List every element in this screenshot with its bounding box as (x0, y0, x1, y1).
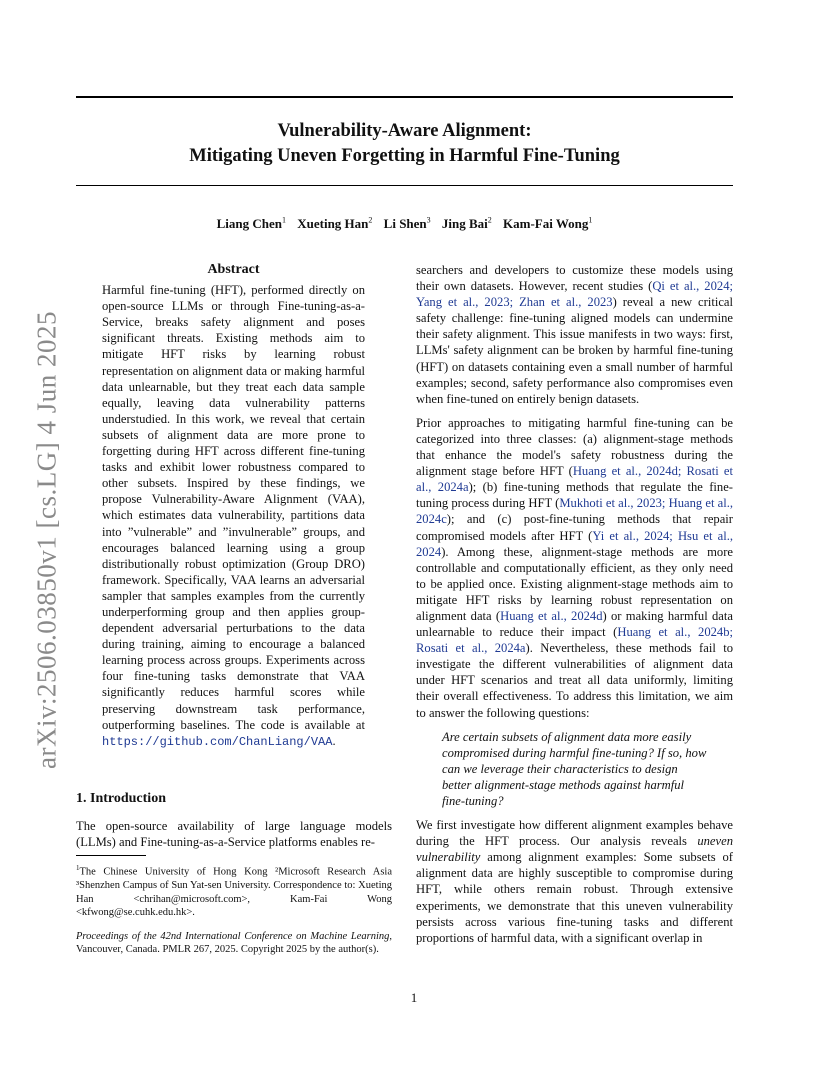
citation-link[interactable]: Huang et al., 2024d (500, 608, 603, 623)
footnote-proceedings: Proceedings of the 42nd International Conference on Machine Learning, Vancouver, Canada. PMLR 267, 2025. Copyright 2025 by the author(s). (76, 930, 392, 955)
author: Xueting Han$^2$ (297, 216, 373, 232)
title-line-1: Vulnerability-Aware Alignment: (277, 121, 532, 141)
introduction-section (76, 791, 392, 850)
footnote (76, 862, 392, 967)
introduction-body: The open-source availability of large language models (LLMs) and Fine-tuning-as-a-Service platforms enables re- (76, 819, 392, 850)
paragraph: We first investigate how different alignment examples behave during the HFT process. Our analysis reveals uneven vulnerability among alignment examples: Some subsets of alignment data are highly susceptible to compromise during HFT, while others remain robust. Through extensive experiments, we demonstrate that this uneven vulnerability persists across various fine-tuning tasks and different proportions of harmful data, with a significant overlap in (416, 818, 733, 945)
introduction-heading: 1. Introduction (76, 791, 166, 806)
paragraph: Prior approaches to mitigating harmful fine-tuning can be categorized into three classes: (a) alignment-stage methods that enhance the model's safety robustness during the alignment stage before HFT (Huang et al., 2024d; Rosati et al., 2024a); (b) fine-tuning methods that regulate the fine-tuning process during HFT (Mukhoti et al., 2023; Huang et al., 2024c); and (c) post-fine-tuning methods that repair compromised models after HFT (Yi et al., 2024; Hsu et al., 2024). Among these, alignment-stage methods are more controllable and computationally efficient, as they only need to be applied once. Existing alignment-stage methods aim to mitigate HFT risks by learning robust representation on alignment data (Huang et al., 2024d) or making harmful data unlearnable to reduce their impact (Huang et al., 2024b; Rosati et al., 2024a). Nevertheless, these methods fail to investigate the different vulnerabilities of alignment data under HFT scenarios and treat all data uniformly, limiting their overall effectiveness. To address this limitation, we aim to answer the following questions: (416, 415, 734, 720)
right-column (416, 262, 733, 954)
author: Kam-Fai Wong$^1$ (503, 216, 593, 232)
citation-link[interactable]: Huang et al., 2024b; Rosati et al., 2024a (416, 625, 733, 656)
footnote-rule (76, 855, 146, 856)
author-list (76, 216, 733, 232)
title-bottom-rule (76, 185, 733, 186)
abstract-body: Harmful fine-tuning (HFT), performed directly on open-source LLMs or through Fine-tuning-as-a-Service, breaks safety alignment and poses significant threats. Existing methods aim to mitigate HFT risks by learning robust representation on alignment data or making harmful data unlearnable, but they treat each data sample equally, leaving data vulnerability patterns understudied. In this work, we reveal that certain subsets of alignment data are more prone to forgetting during HFT across different fine-tuning tasks and exhibit lower robustness compared to other subsets. Inspired by these findings, we propose Vulnerability-Aware Alignment (VAA), which estimates data vulnerability, partitions data into ”vulnerable” and ”invulnerable” groups, and encourages balanced learning using a group distributionally robust optimization (Group DRO) framework. Specifically, VAA learns an adversarial sampler that samples examples from the currently underperforming group and then applies group-dependent adversarial perturbations to the data during training, aiming to encourage a balanced learning process across groups. Experiments across four fine-tuning tasks demonstrate that VAA significantly reduces harmful scores while preserving downstream task performance, outperforming baselines. The code is available at https://github.com/ChanLiang/VAA. (102, 283, 365, 749)
title-line-2: Mitigating Uneven Forgetting in Harmful Fine-Tuning (189, 146, 620, 166)
paper-title (76, 119, 733, 169)
page-number: 1 (410, 990, 418, 1005)
title-top-rule (76, 96, 733, 98)
footnote-affiliations: $^1$The Chinese University of Hong Kong ²Microsoft Research Asia ³Shenzhen Campus of Sun Yat-sen University. Correspondence to: Xueting Han <chrihan@microsoft.com>, Kam-Fai Wong <kfwong@se.cuhk.edu.hk>. (76, 864, 392, 918)
code-link[interactable]: https://github.com/ChanLiang/VAA (102, 734, 333, 749)
citation-link[interactable]: Huang et al., 2024d; Rosati et al., 2024a (416, 464, 733, 495)
citation-link[interactable]: Qi et al., 2024; Yang et al., 2023; Zhan et al., 2023 (416, 279, 733, 310)
author: Liang Chen$^1$ (216, 216, 286, 232)
arxiv-watermark: arXiv:2506.03850v1 [cs.LG] 4 Jun 2025 (31, 311, 62, 769)
abstract-section (102, 262, 365, 750)
abstract-heading: Abstract (207, 262, 260, 277)
citation-link[interactable]: Mukhoti et al., 2023; Huang et al., 2024c (416, 496, 734, 527)
citation-link[interactable]: Yi et al., 2024; Hsu et al., 2024 (416, 528, 733, 559)
paragraph: searchers and developers to customize these models using their own datasets. However, recent studies (Qi et al., 2024; Yang et al., 2023; Zhan et al., 2023) reveal a new critical safety challenge: fine-tuning aligned models can undermine their safety alignment. This issue manifests in two ways: first, LLMs' safety alignment can be broken by harmful fine-tuning (HFT) on datasets containing even a small number of harmful examples; second, safety performance also compromises even when fine-tuned on entirely benign datasets. (416, 263, 733, 406)
author: Jing Bai$^2$ (441, 216, 492, 232)
research-question: Are certain subsets of alignment data more easily compromised during harmful fine-tuning? If so, how can we leverage their characteristics to design better alignment-stage methods against harmful fine-tuning? (442, 729, 707, 808)
author: Li Shen$^3$ (383, 216, 431, 232)
